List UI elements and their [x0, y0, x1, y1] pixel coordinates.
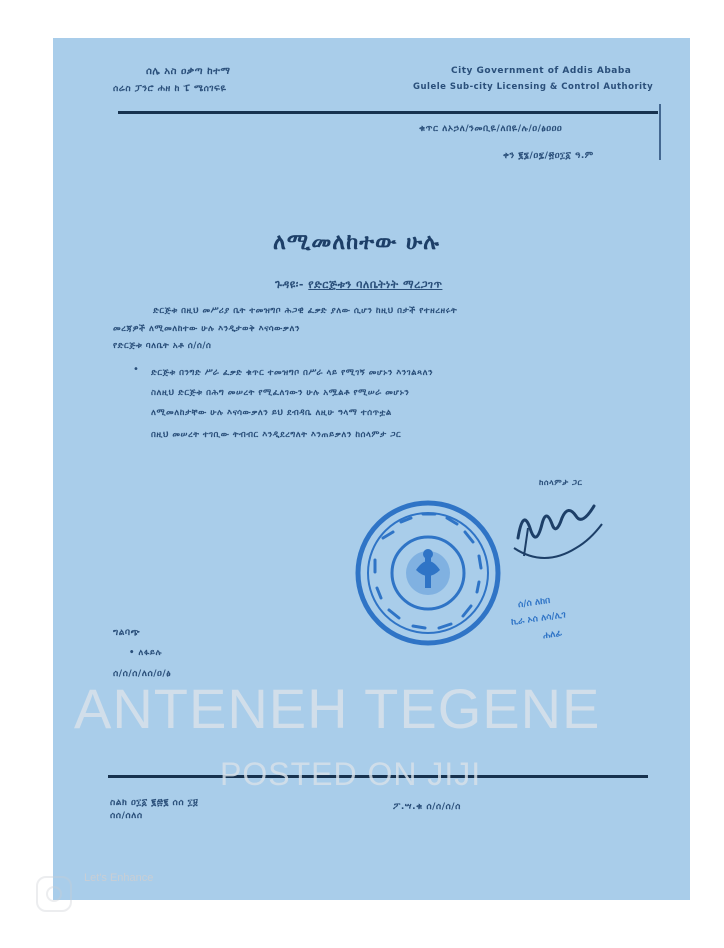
copies-line: ሰ/ሰ/ሰ/ለሰ/ዐ/ፅ	[113, 669, 172, 679]
header-right-line-1: City Government of Addis Ababa	[451, 66, 632, 76]
footer-right: ፖ.ሣ.ቁ ሰ/ሰ/ሰ/ሰ	[393, 802, 461, 812]
stamp-line-3: ሐለፊ	[542, 628, 563, 642]
paragraph-line-2: መረጃዎች ለሚመለከተው ሁሉ እንዲታወቅ እናሳውቃለን	[113, 324, 300, 334]
header-left-line-2: ሰሬስ ፓንሮ ሐዘ ከ ፔ ሜሰገፍዬ	[113, 84, 227, 94]
signature-icon	[508, 498, 608, 568]
watermark-posted: POSTED ON JIJI	[220, 756, 482, 792]
paragraph-line-1: ድርጅቱ በዚህ መሥሪያ ቤት ተመዝግቦ ሕጋዊ ፈቃድ ያለው ሲሆን ከዚህ በታች የተዘረዘሩት	[153, 306, 458, 316]
subject-text: የድርጅቱን ባለቤትነት ማረጋገጥ	[308, 278, 443, 291]
bullet-line-2: ስለዚህ ድርጅቱ በሕግ መሠረት የሚፈለገውን ሁሉ አሟልቶ የሚሠራ መሆኑን	[151, 388, 410, 398]
stamp-line-2: ኪራ ኦሰ ለሳ/ሊገ	[510, 610, 567, 628]
reference-date: ቀን ፪፮/ዐ፯/፳ዐ፲፩ ዓ.ም	[503, 151, 594, 161]
header-right-line-2: Gulele Sub-city Licensing & Control Authority	[413, 82, 654, 92]
letter-subject	[275, 278, 442, 292]
signer-closing: ከሰላምታ ጋር	[539, 478, 583, 487]
official-seal-icon	[353, 498, 503, 648]
footer-left-line-1: ስልክ ዐ፲፩ ፪፷፪ ሰሰ ፲፱	[110, 798, 199, 808]
footer-left-line-2: ሰሰ/ሰለሰ	[110, 811, 143, 821]
enhancer-logo-icon	[34, 874, 74, 914]
paragraph-line-3: የድርጅቱ ባለቤት አቶ ሰ/ሰ/ሰ	[113, 341, 212, 351]
copies-item: • ለፋይሉ	[129, 648, 163, 658]
copies-item-text: ለፋይሉ	[138, 648, 163, 658]
enhancer-watermark-text: Let's Enhance	[84, 872, 154, 884]
header-divider	[118, 111, 658, 114]
subject-prefix: ጉዳዩ፡-	[275, 278, 304, 291]
bullet-line-3: ለሚመለከታቸው ሁሉ እናሳውቃለን ይህ ደብዳቤ ለዚሁ ዓላማ ተሰጥቷል	[151, 408, 392, 418]
copies-label: ግልባጭ	[113, 628, 141, 638]
watermark-name: ANTENEH TEGENE	[74, 677, 601, 740]
stamp-line-1: ሰ/ሰ ለከበ	[517, 595, 551, 611]
bullet-line-1: ድርጅቱ በንግድ ሥራ ፈቃድ ቁጥር ተመዝግቦ በሥራ ላይ የሚገኝ መሆኑን እንገልጻለን	[151, 368, 434, 378]
letter-title: ለሚመለከተው ሁሉ	[273, 230, 440, 255]
margin-bar	[659, 104, 661, 160]
header-left-line-1: ሰሌ አስ ዐቃጣ ከተማ	[146, 66, 231, 77]
reference-number: ቁጥር ለኦኃለ/ንመቢዬ/ለበዬ/ሉ/ዐ/ፅዐዐዐ	[419, 124, 563, 134]
bullet-line-4: በዚህ መሠረት ተገቢው ትብብር እንዲደረግለት እንጠይቃለን ከሰላምታ ጋር	[151, 430, 402, 440]
bullet-icon: •	[133, 364, 139, 375]
